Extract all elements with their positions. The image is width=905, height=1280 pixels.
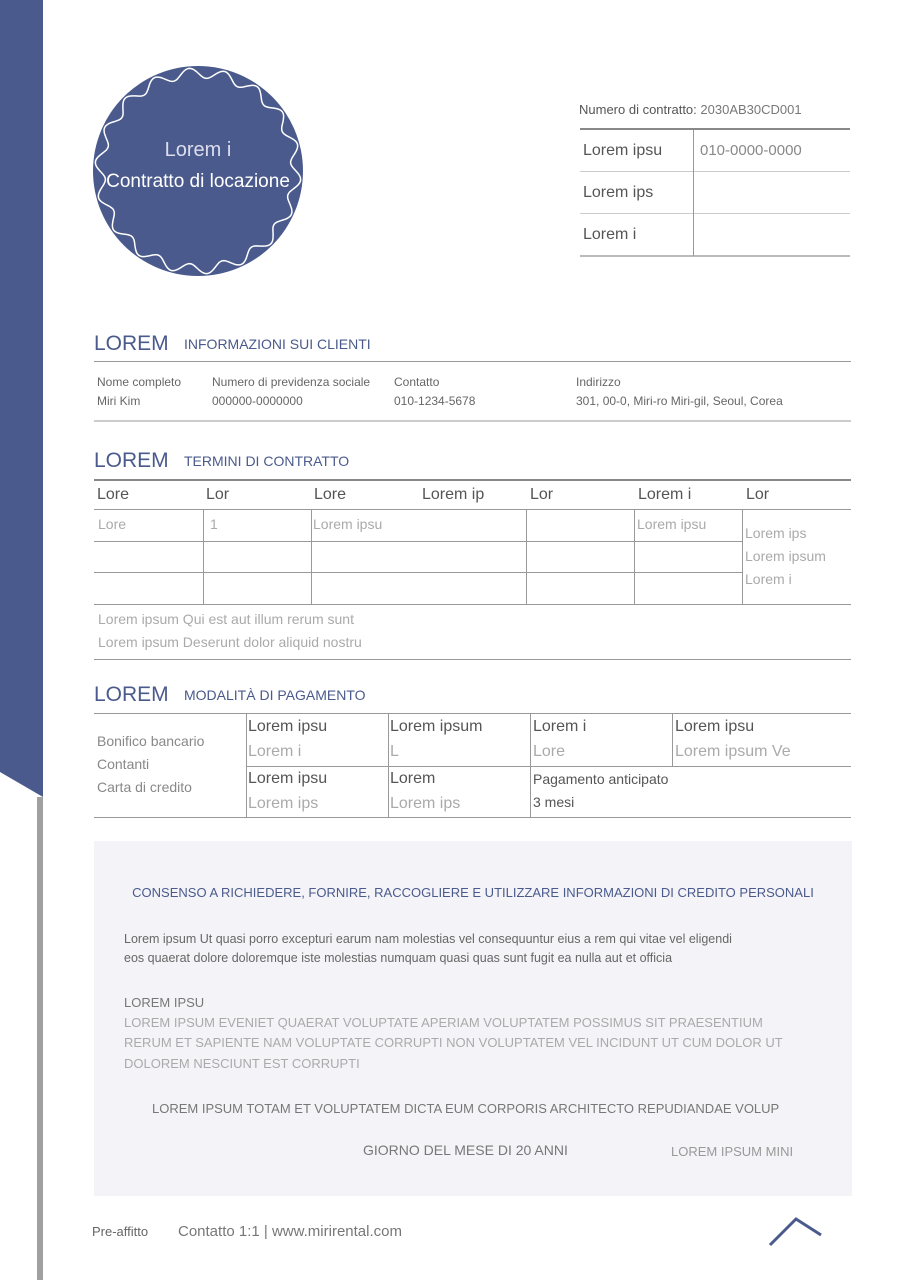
contract-row-label: Lorem ipsu <box>583 142 663 159</box>
field-label: Indirizzo <box>576 375 621 389</box>
payment-cell-header: Lorem i <box>533 718 587 735</box>
contract-row-label: Lorem i <box>583 226 637 243</box>
payment-cell-header: Lorem ipsu <box>675 718 755 735</box>
payment-method: Carta di credito <box>97 779 192 795</box>
field-value: 301, 00-0, Miri-ro Miri-gil, Seoul, Corea <box>576 394 783 408</box>
payment-cell-value: 3 mesi <box>533 794 575 810</box>
field-label: Nome completo <box>97 375 182 389</box>
contract-row-value: 010-0000-0000 <box>700 142 802 159</box>
column-header: Lorem i <box>638 486 692 503</box>
section-title: INFORMAZIONI SUI CLIENTI <box>184 336 371 352</box>
contract-number-label: Numero di contratto: <box>579 102 697 117</box>
note: Lorem ipsum Deserunt dolor aliquid nostru <box>98 634 362 650</box>
table-cell: Lorem ipsum <box>745 548 826 564</box>
left-sidebar-decoration <box>0 0 45 1280</box>
field-value: 010-1234-5678 <box>394 394 476 408</box>
consent-caps: RERUM ET SAPIENTE NAM VOLUPTATE CORRUPTI NON VOLUPTATEM VEL INCIDUNT UT CUM DOLOR UT <box>124 1035 783 1050</box>
table-cell: 1 <box>210 516 218 532</box>
column-header: Lor <box>530 486 554 503</box>
signature-field[interactable]: LOREM IPSUM MINI <box>671 1144 794 1159</box>
column-header: Lorem ip <box>422 486 485 503</box>
payment-cell-value: Lorem i <box>248 743 302 760</box>
consent-title: CONSENSO A RICHIEDERE, FORNIRE, RACCOGLIERE E UTILIZZARE INFORMAZIONI DI CREDITO PERSONALI <box>132 885 814 900</box>
payment-cell-value: Lorem ips <box>248 795 319 812</box>
consent-subhead: LOREM IPSU <box>124 995 205 1010</box>
table-cell: Lorem ipsu <box>313 516 383 532</box>
footer-brand: Pre-affitto <box>92 1224 149 1239</box>
date-field[interactable]: GIORNO DEL MESE DI 20 ANNI <box>363 1142 568 1158</box>
consent-statement: LOREM IPSUM TOTAM ET VOLUPTATEM DICTA EUM CORPORIS ARCHITECTO REPUDIANDAE VOLUP <box>152 1101 780 1116</box>
consent-caps: LOREM IPSUM EVENIET QUAERAT VOLUPTATE APERIAM VOLUPTATEM POSSIMUS SIT PRAESENTIUM <box>124 1015 763 1030</box>
section-heading: LOREM <box>94 683 169 706</box>
contract-row-label: Lorem ips <box>583 184 654 201</box>
footer-contact[interactable]: Contatto 1:1 | www.mirirental.com <box>178 1223 402 1240</box>
payment-cell-value: Lorem ips <box>390 795 461 812</box>
title-badge <box>93 66 303 276</box>
payment-cell-header: Lorem ipsum <box>390 718 483 735</box>
column-header: Lor <box>746 486 770 503</box>
table-cell: Lorem ipsu <box>637 516 707 532</box>
chevron-up-icon[interactable] <box>766 1213 826 1249</box>
payment-cell-header: Lorem ipsu <box>248 718 328 735</box>
payment-method: Bonifico bancario <box>97 733 205 749</box>
consent-paragraph: Lorem ipsum Ut quasi porro excepturi earum nam molestias vel consequuntur eius a rem qui vitae vel eligendi <box>124 932 732 946</box>
payment-cell-header: Pagamento anticipato <box>533 771 669 787</box>
payment-cell-header: Lorem ipsu <box>248 770 328 787</box>
table-cell: Lorem ips <box>745 525 807 541</box>
payment-cell-value: Lorem ipsum Ve <box>675 743 791 760</box>
payment-method: Contanti <box>97 756 150 772</box>
badge-line2: Contratto di locazione <box>106 171 290 192</box>
column-header: Lore <box>314 486 347 503</box>
consent-caps: DOLOREM NESCIUNT EST CORRUPTI <box>124 1056 360 1071</box>
note: Lorem ipsum Qui est aut illum rerum sunt <box>98 611 354 627</box>
field-label: Numero di previdenza sociale <box>212 375 371 389</box>
section-heading: LOREM <box>94 449 169 472</box>
consent-paragraph: eos quaerat dolore doloremque iste molestias numquam quasi quas sunt fugit ea nulla aut et officia <box>124 951 673 965</box>
payment-cell-value: Lore <box>533 743 566 760</box>
payment-cell-value: L <box>390 743 399 760</box>
field-value: 000000-0000000 <box>212 394 303 408</box>
section-title: MODALITÀ DI PAGAMENTO <box>184 687 366 703</box>
payment-cell-header: Lorem <box>390 770 436 787</box>
table-cell: Lorem i <box>745 571 792 587</box>
section-title: TERMINI DI CONTRATTO <box>184 453 350 469</box>
badge-line1: Lorem i <box>164 139 232 161</box>
section-heading: LOREM <box>94 332 169 355</box>
field-value: Miri Kim <box>97 394 141 408</box>
table-cell: Lore <box>98 516 127 532</box>
field-label: Contatto <box>394 375 440 389</box>
contract-number <box>579 102 802 117</box>
contract-number-value: 2030AB30CD001 <box>700 102 802 117</box>
column-header: Lore <box>97 486 130 503</box>
column-header: Lor <box>206 486 230 503</box>
